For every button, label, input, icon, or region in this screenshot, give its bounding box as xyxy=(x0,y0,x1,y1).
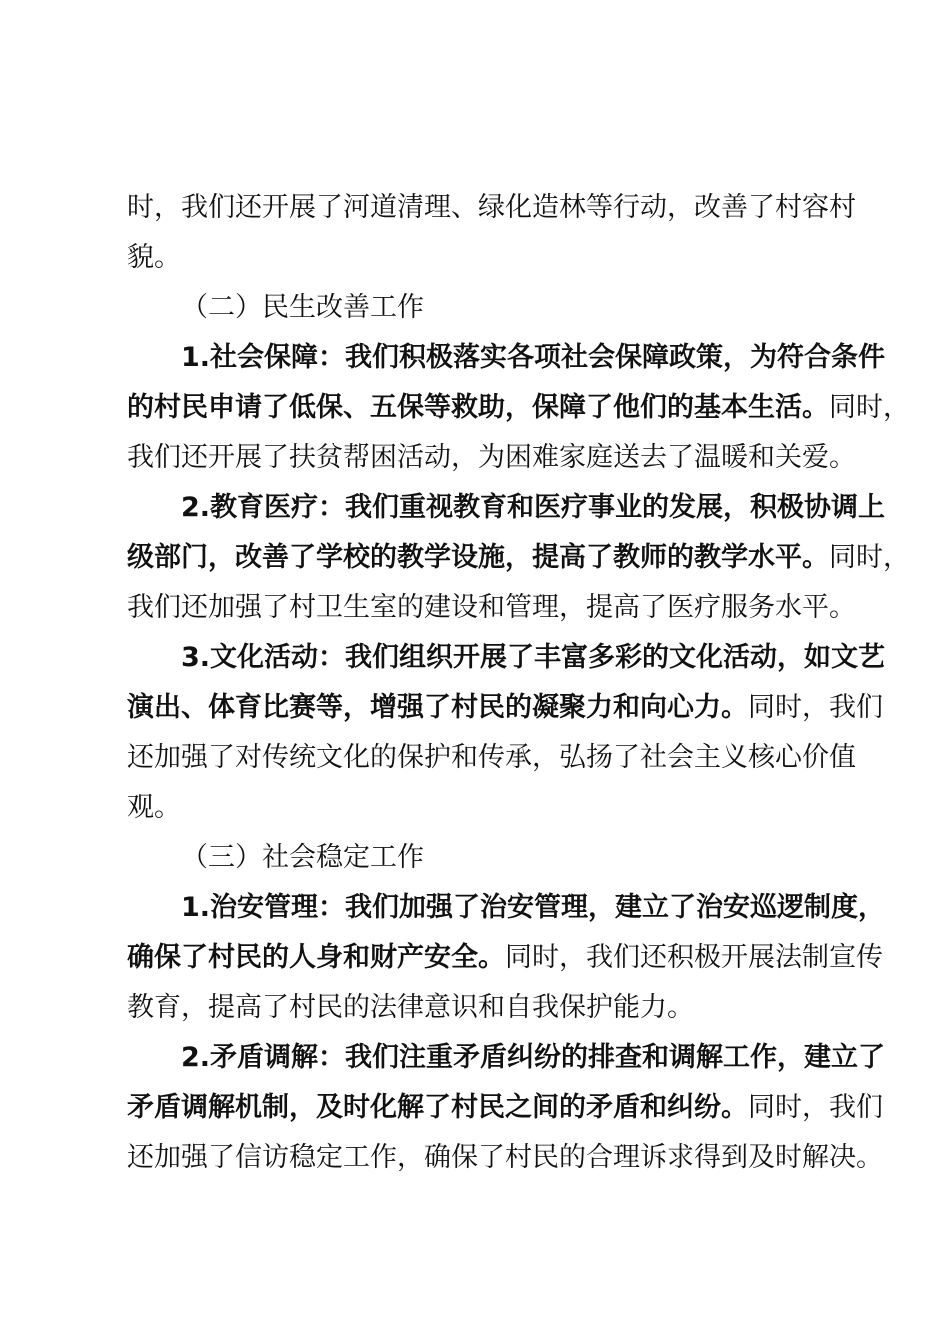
intro-line xyxy=(127,233,862,283)
paragraph-line xyxy=(127,383,910,433)
text-span: 还加强了信访稳定工作，确保了村民的合理诉求得到及时解决。 xyxy=(127,1142,883,1173)
text-span: 观。 xyxy=(127,792,181,823)
paragraph-line xyxy=(127,733,862,783)
bold-text: 1.治安管理：我们加强了治安管理，建立了治安巡逻制度， xyxy=(181,892,886,923)
text-span: 我们还加强了村卫生室的建设和管理，提高了医疗服务水平。 xyxy=(127,592,856,623)
paragraph-line xyxy=(127,783,862,833)
section-heading-3 xyxy=(127,833,862,883)
text-span: 貌。 xyxy=(127,242,181,273)
text-span: 教育，提高了村民的法律意识和自我保护能力。 xyxy=(127,992,694,1023)
paragraph-line xyxy=(127,1033,886,1083)
heading-text: （二）民生改善工作 xyxy=(181,292,424,323)
bold-text: 1.社会保障：我们积极落实各项社会保障政策，为符合条件 xyxy=(181,342,886,373)
text-span: 同时，我们 xyxy=(748,1092,883,1123)
section-heading-2 xyxy=(127,283,862,333)
paragraph-line xyxy=(127,483,886,533)
text-span: 同时，我们还积极开展法制宣传 xyxy=(505,942,883,973)
document-body xyxy=(127,183,910,1183)
text-span: 同时， xyxy=(829,392,910,423)
paragraph-line xyxy=(127,983,862,1033)
bold-text: 确保了村民的人身和财产安全。 xyxy=(127,942,505,973)
text-span: 同时，我们 xyxy=(748,692,883,723)
bold-text: 2.教育医疗：我们重视教育和医疗事业的发展，积极协调上 xyxy=(181,492,886,523)
text-span: 时，我们还开展了河道清理、绿化造林等行动，改善了村容村 xyxy=(127,192,856,223)
bold-text: 演出、体育比赛等，增强了村民的凝聚力和向心力。 xyxy=(127,692,748,723)
paragraph-line xyxy=(127,1083,883,1133)
text-span: 还加强了对传统文化的保护和传承，弘扬了社会主义核心价值 xyxy=(127,742,856,773)
bold-text: 2.矛盾调解：我们注重矛盾纠纷的排查和调解工作，建立了 xyxy=(181,1042,886,1073)
text-span: 同时， xyxy=(829,542,910,573)
paragraph-line xyxy=(127,533,910,583)
bold-text: 的村民申请了低保、五保等救助，保障了他们的基本生活。 xyxy=(127,392,829,423)
text-span: 我们还开展了扶贫帮困活动，为困难家庭送去了温暖和关爱。 xyxy=(127,442,856,473)
paragraph-line xyxy=(127,333,886,383)
heading-text: （三）社会稳定工作 xyxy=(181,842,424,873)
bold-text: 3.文化活动：我们组织开展了丰富多彩的文化活动，如文艺 xyxy=(181,642,886,673)
paragraph-line xyxy=(127,583,862,633)
paragraph-line xyxy=(127,1133,883,1183)
paragraph-line xyxy=(127,433,862,483)
paragraph-line xyxy=(127,933,883,983)
intro-line xyxy=(127,183,862,233)
bold-text: 级部门，改善了学校的教学设施，提高了教师的教学水平。 xyxy=(127,542,829,573)
paragraph-line xyxy=(127,633,886,683)
paragraph-line xyxy=(127,883,886,933)
bold-text: 矛盾调解机制，及时化解了村民之间的矛盾和纠纷。 xyxy=(127,1092,748,1123)
paragraph-line xyxy=(127,683,883,733)
